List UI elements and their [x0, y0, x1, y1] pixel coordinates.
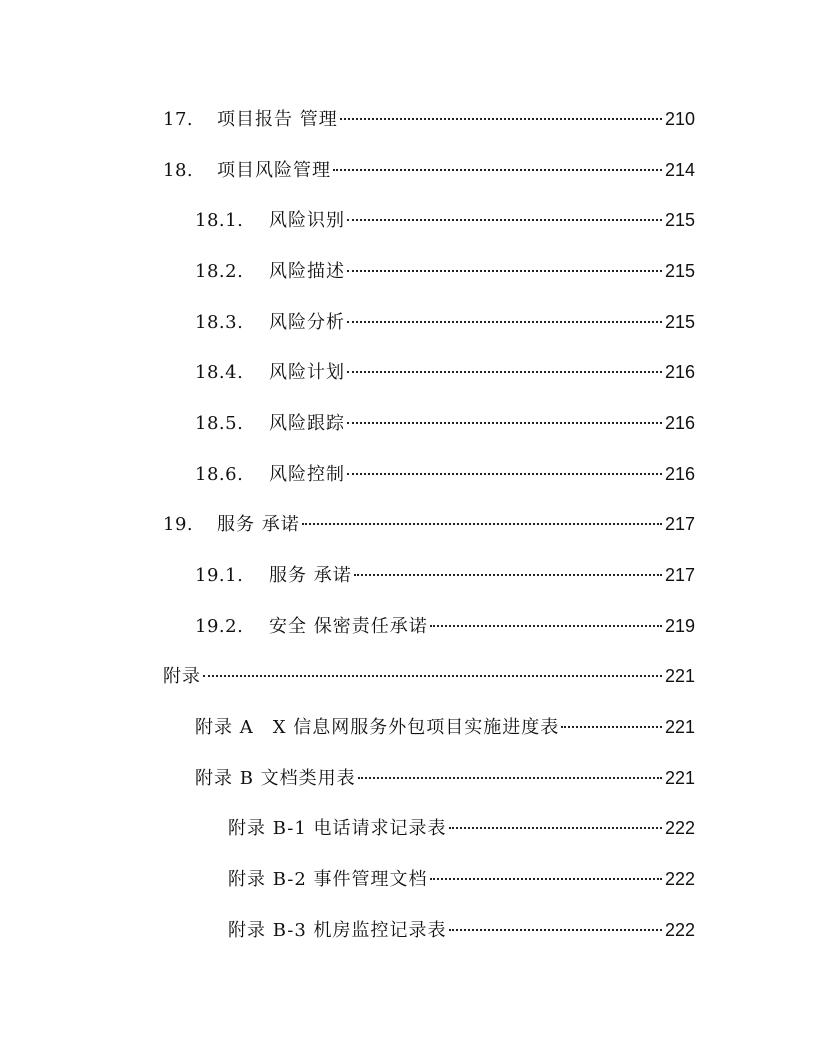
toc-entry-number: 19.1.: [195, 565, 244, 586]
toc-entry-title: 附录 B 文档类用表: [195, 768, 356, 789]
toc-entry-title: 风险计划: [269, 362, 345, 383]
toc-entry-appendix-b-3[interactable]: [228, 918, 695, 942]
toc-entry-title: 风险跟踪: [269, 413, 345, 434]
toc-entry-page: 215: [664, 261, 695, 281]
toc-entry-number: 17.: [163, 109, 194, 130]
toc-entry-page: 216: [664, 413, 695, 433]
toc-entry-number: 18.3.: [195, 312, 244, 333]
toc-entry-title: 附录 B-3 机房监控记录表: [228, 920, 447, 941]
dot-leader: [430, 878, 662, 880]
toc-entry-page: 214: [664, 160, 695, 180]
toc-entry-number: 19.: [163, 514, 194, 535]
toc-entry-18-1[interactable]: [195, 208, 695, 232]
dot-leader: [347, 422, 662, 424]
toc-entry-appendix-a[interactable]: [195, 715, 695, 739]
toc-entry-title: 附录 B-2 事件管理文档: [228, 869, 428, 890]
dot-leader: [449, 827, 662, 829]
toc-entry-page: 221: [664, 717, 695, 737]
dot-leader: [347, 270, 662, 272]
dot-leader: [354, 574, 662, 576]
dot-leader: [358, 777, 662, 779]
toc-entry-18-3[interactable]: [195, 310, 695, 334]
toc-entry-page: 217: [664, 565, 695, 585]
toc-entry-page: 222: [664, 920, 695, 940]
toc-entry-appendix-b-2[interactable]: [228, 867, 695, 891]
toc-entry-title: 风险描述: [269, 261, 345, 282]
toc-entry-page: 217: [664, 514, 695, 534]
toc-entry-number: 19.2.: [195, 616, 244, 637]
toc-entry-page: 221: [664, 768, 695, 788]
toc-entry-title: 附录 B-1 电话请求记录表: [228, 818, 447, 839]
toc-entry-18-2[interactable]: [195, 259, 695, 283]
dot-leader: [449, 929, 662, 931]
dot-leader: [347, 473, 662, 475]
dot-leader: [347, 371, 662, 373]
toc-entry-title: 服务 承诺: [217, 514, 300, 535]
toc-entry-title: 项目报告 管理: [217, 109, 338, 130]
toc-entry-title: 风险控制: [269, 464, 345, 485]
dot-leader: [203, 675, 662, 677]
toc-entry-title: 附录 A X 信息网服务外包项目实施进度表: [195, 717, 560, 738]
dot-leader: [333, 169, 662, 171]
toc-entry-page: 215: [664, 312, 695, 332]
toc-entry-page: 222: [664, 818, 695, 838]
toc-entry-title: 风险分析: [269, 312, 345, 333]
toc-entry-number: 18.6.: [195, 464, 244, 485]
toc-entry-page: 215: [664, 210, 695, 230]
toc-entry-19[interactable]: [163, 512, 695, 536]
toc-entry-page: 216: [664, 464, 695, 484]
toc-entry-number: 18.: [163, 160, 194, 181]
dot-leader: [347, 321, 662, 323]
toc-entry-number: 18.4.: [195, 362, 244, 383]
dot-leader: [302, 523, 662, 525]
toc-entry-18[interactable]: [163, 158, 695, 182]
toc-entry-title: 附录: [163, 666, 201, 687]
dot-leader: [347, 219, 662, 221]
toc-entry-18-5[interactable]: [195, 411, 695, 435]
toc-entry-page: 219: [664, 616, 695, 636]
toc-entry-title: 安全 保密责任承诺: [269, 616, 428, 637]
toc-entry-page: 221: [664, 666, 695, 686]
toc-entry-number: 18.1.: [195, 210, 244, 231]
dot-leader: [561, 726, 662, 728]
toc-entry-page: 222: [664, 869, 695, 889]
toc-entry-appendix-b[interactable]: [195, 766, 695, 790]
dot-leader: [430, 625, 662, 627]
toc-entry-17[interactable]: [163, 107, 695, 131]
toc-entry-title: 项目风险管理: [217, 160, 331, 181]
toc-entry-title: 风险识别: [269, 210, 345, 231]
toc-entry-page: 210: [664, 109, 695, 129]
toc-entry-19-2[interactable]: [195, 614, 695, 638]
toc-entry-18-4[interactable]: [195, 360, 695, 384]
toc-entry-19-1[interactable]: [195, 563, 695, 587]
toc-entry-title: 服务 承诺: [269, 565, 352, 586]
toc-entry-appendix-b-1[interactable]: [228, 816, 695, 840]
toc-entry-number: 18.5.: [195, 413, 244, 434]
toc-entry-number: 18.2.: [195, 261, 244, 282]
dot-leader: [340, 118, 662, 120]
toc-entry-page: 216: [664, 362, 695, 382]
toc-entry-18-6[interactable]: [195, 462, 695, 486]
toc-entry-appendix[interactable]: [163, 664, 695, 688]
